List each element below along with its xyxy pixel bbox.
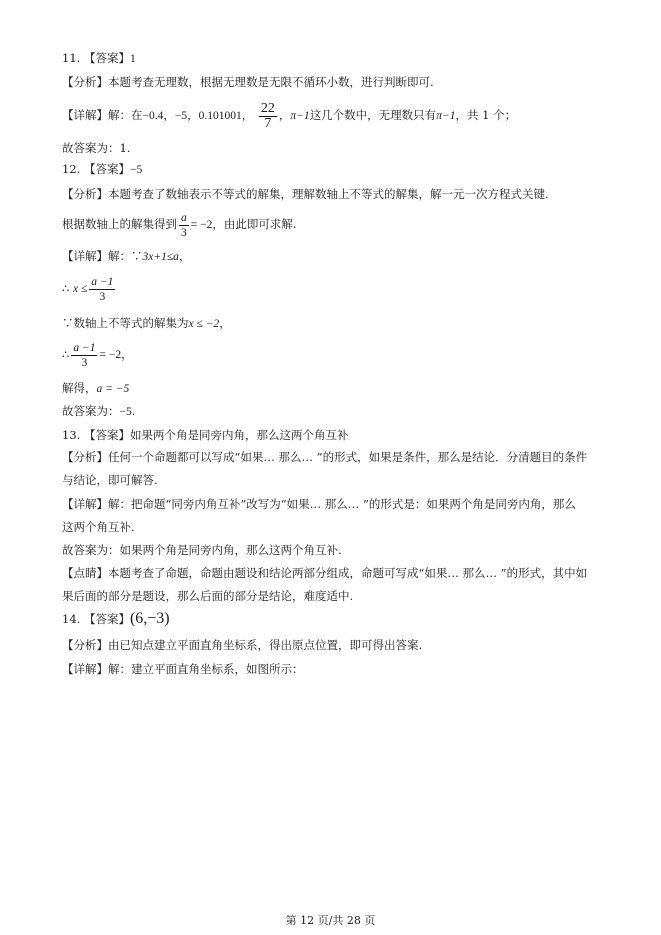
math-value: −0.4	[142, 110, 164, 122]
detail-label: 【详解】	[62, 662, 108, 676]
detail-text: 解：	[108, 249, 131, 263]
q13-comment-line-2: 果后面的部分是题设，那么后面的部分是结论，难度适中.	[62, 589, 354, 603]
q14-analysis-line	[62, 637, 621, 653]
fraction-denominator: 3	[81, 356, 88, 369]
answer-label: 13. 【答案】	[62, 428, 130, 442]
detail-label: 【详解】	[62, 249, 108, 263]
q13-conclusion: 故答案为：如果两个角是同旁内角，那么这两个角互补.	[62, 543, 342, 557]
q12-answer-line	[62, 161, 621, 178]
fraction	[259, 102, 277, 131]
math-value: a = −5	[96, 383, 130, 395]
separator: ，	[278, 108, 291, 122]
detail-label: 【详解】	[62, 497, 108, 511]
detail-text: 解：建立平面直角坐标系，如图所示：	[108, 662, 304, 676]
analysis-label: 【分析】	[62, 638, 108, 652]
fraction-denominator: 3	[181, 226, 187, 239]
detail-text: 这几个数中，无理数只有	[309, 108, 437, 122]
comment-label: 【点睛】	[62, 566, 108, 580]
answer-value: (6,−3)	[129, 610, 170, 627]
math-value: −5	[174, 110, 188, 122]
separator: ，	[219, 316, 231, 330]
q12-analysis-line	[62, 186, 621, 202]
math-value: 3x+1≤a	[142, 251, 179, 263]
answer-label: 14. 【答案】	[62, 612, 130, 626]
q11-detail-line	[62, 99, 621, 132]
fraction-numerator: a −1	[91, 275, 114, 288]
fraction	[179, 211, 189, 240]
detail-text: 解：把命题“同旁内角互补”改写为“如果… 那么… ”的形式是：如果两个角是同旁内角，那么	[108, 497, 576, 511]
analysis-label: 【分析】	[62, 187, 108, 201]
q12-step-solve	[62, 380, 621, 397]
page-number: 第 12 页/共 28 页	[285, 914, 376, 927]
q14-answer-line	[62, 611, 621, 627]
q13-analysis-line-2: 与结论，即可解答.	[62, 473, 158, 487]
math-value: 0.101001	[198, 110, 242, 122]
q12-step-because	[62, 315, 621, 332]
fraction	[71, 341, 97, 370]
analysis-text: 任何一个命题都可以写成“如果… 那么… ”的形式，如果是条件，那么是结论．分清题目的条件	[108, 450, 588, 464]
q13-detail-line-2: 这两个角互补.	[62, 520, 135, 534]
q11-analysis-line	[62, 74, 621, 90]
q12-analysis-line-2	[62, 208, 621, 241]
fraction-numerator: 22	[260, 100, 275, 116]
q13-answer-line	[62, 427, 621, 443]
q12-step-equation	[62, 338, 621, 371]
detail-text: 解得，	[62, 381, 97, 395]
answer-label: 12. 【答案】	[62, 162, 130, 176]
q13-comment-line	[62, 565, 621, 581]
analysis-text: ，由此即可求解.	[212, 217, 297, 231]
answer-value: 1	[129, 53, 136, 65]
separator: .	[131, 404, 136, 418]
analysis-text: 由已知点建立平面直角坐标系，得出原点位置，即可得出答案.	[108, 638, 423, 652]
fraction-numerator: a	[181, 211, 187, 224]
math-value: π−1	[290, 110, 310, 122]
separator: ，	[187, 108, 199, 122]
fraction-numerator: a −1	[73, 341, 96, 354]
q14-detail-line	[62, 661, 621, 677]
math-value: = −2	[190, 219, 213, 231]
q12-conclusion	[62, 403, 621, 420]
detail-text: 解：在	[108, 108, 143, 122]
separator: ，	[241, 108, 254, 122]
detail-label: 【详解】	[62, 108, 108, 122]
math-value: x ≤ −2	[188, 318, 220, 330]
separator: ，	[121, 347, 133, 361]
q12-detail-line	[62, 248, 621, 265]
math-value: x ≤	[72, 283, 88, 295]
q11-conclusion: 故答案为：1.	[62, 141, 131, 155]
analysis-text: 本题考查无理数，根据无理数是无限不循环小数，进行判断即可.	[108, 75, 434, 89]
analysis-text: 根据数轴上的解集得到	[62, 217, 177, 231]
math-value: −5	[119, 406, 132, 418]
math-value: = −2	[99, 349, 122, 361]
q13-analysis-line	[62, 449, 621, 465]
because-symbol: ∵	[131, 249, 143, 263]
analysis-text: 本题考查了数轴表示不等式的解集，理解数轴上不等式的解集，解一元一次方程式关键.	[108, 187, 549, 201]
therefore-symbol: ∴	[62, 281, 70, 295]
analysis-label: 【分析】	[62, 75, 108, 89]
q13-detail-line	[62, 496, 621, 512]
answer-value: 如果两个角是同旁内角，那么这两个角互补	[129, 428, 349, 442]
separator: ，	[163, 108, 175, 122]
fraction	[89, 275, 115, 304]
fraction-denominator: 3	[99, 290, 106, 303]
analysis-label: 【分析】	[62, 450, 108, 464]
therefore-symbol: ∴	[62, 347, 70, 361]
answer-value: −5	[129, 164, 143, 176]
separator: ，	[178, 249, 191, 263]
comment-text: 本题考查了命题，命题由题设和结论两部分组成，命题可写成“如果… 那么… ”的形式，其中如	[108, 566, 588, 580]
math-value: π−1	[436, 110, 456, 122]
answer-label: 11. 【答案】	[62, 51, 130, 65]
q12-step-therefore	[62, 272, 621, 305]
fraction-denominator: 7	[264, 115, 272, 131]
detail-text: ，共 1 个；	[455, 108, 517, 122]
conclusion-text: 故答案为：	[62, 404, 120, 418]
q11-answer-line	[62, 50, 621, 67]
detail-text: ∵数轴上不等式的解集为	[62, 316, 189, 330]
